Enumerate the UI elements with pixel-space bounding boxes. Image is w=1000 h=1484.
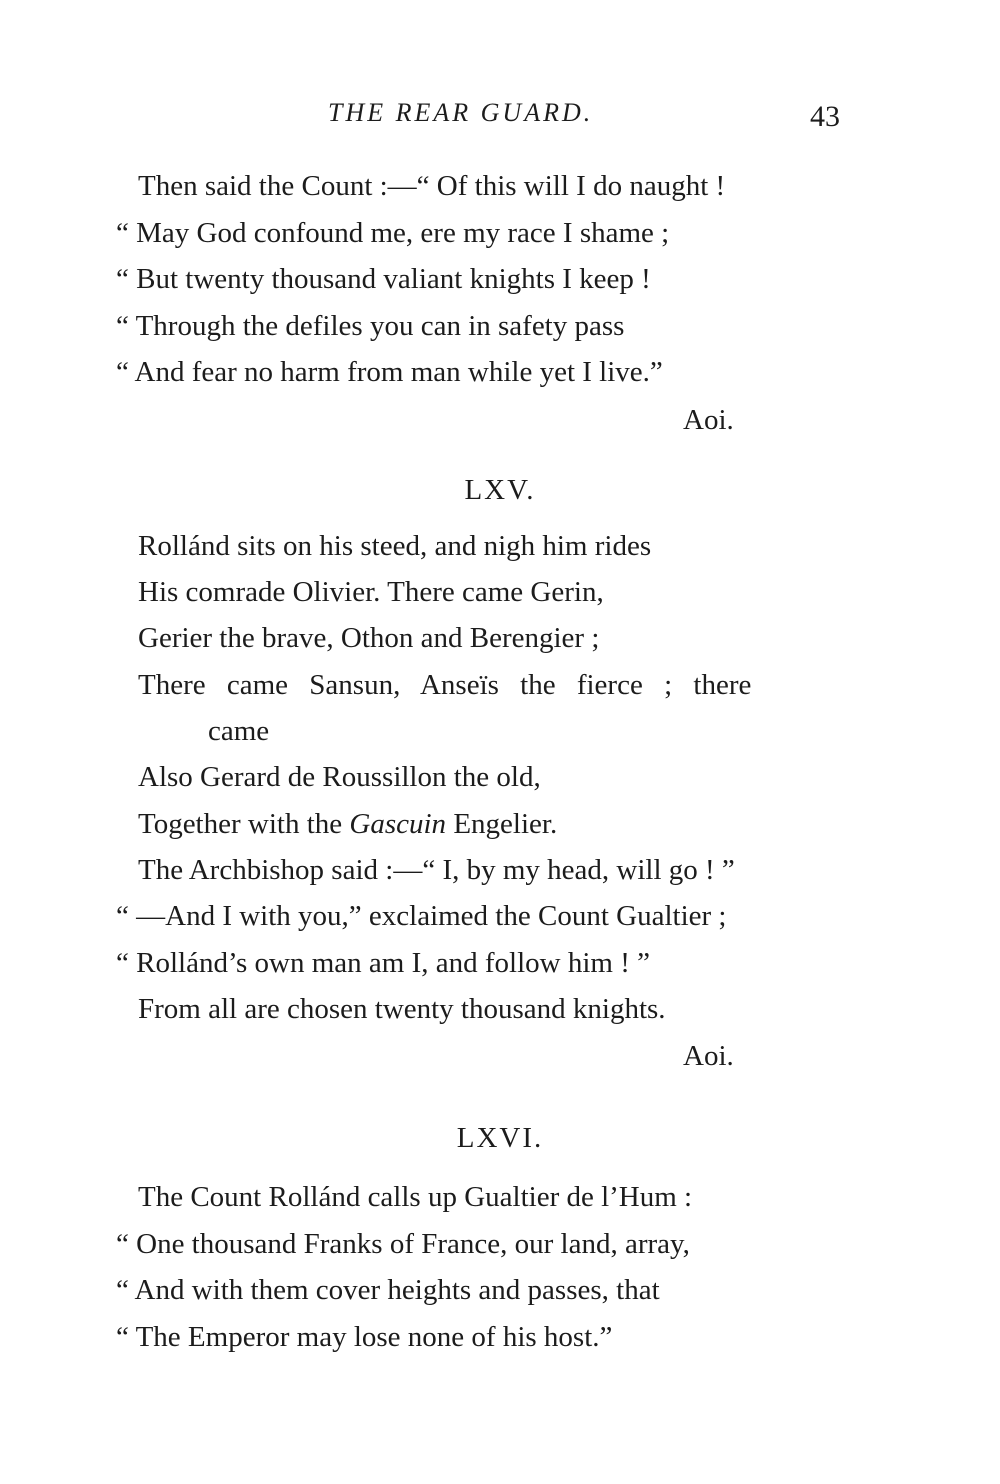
- verse-line: “ And with them cover heights and passes, that: [116, 1274, 660, 1306]
- verse-line: “ One thousand Franks of France, our land, array,: [116, 1228, 690, 1260]
- running-title: THE REAR GUARD.: [328, 98, 594, 127]
- verse-line: Rollánd sits on his steed, and nigh him rides: [138, 530, 652, 562]
- running-head: [0, 98, 1000, 138]
- verse-line: There came Sansun, Anseïs the fierce ; there: [138, 669, 752, 701]
- verse-line: “ And fear no harm from man while yet I live.”: [116, 356, 663, 388]
- verse-line: From all are chosen twenty thousand knights.: [138, 993, 666, 1025]
- verse-line: “ But twenty thousand valiant knights I keep !: [116, 263, 651, 295]
- verse-line: “ The Emperor may lose none of his host.”: [116, 1321, 613, 1353]
- verse-line: “ Through the defiles you can in safety pass: [116, 310, 625, 342]
- stanza-heading: LXVI.: [456, 1122, 544, 1154]
- verse-line: The Archbishop said :—“ I, by my head, will go ! ”: [138, 854, 735, 886]
- italic-place-name: Gascuin: [349, 808, 447, 840]
- verse-line: “ —And I with you,” exclaimed the Count Gualtier ;: [116, 900, 727, 932]
- verse-line: “ Rollánd’s own man am I, and follow him ! ”: [116, 947, 650, 979]
- verse-line: [138, 810, 557, 839]
- stanza-heading: LXV.: [464, 474, 536, 506]
- refrain-aoi: Aoi.: [683, 1040, 734, 1072]
- verse-line-continuation: came: [208, 715, 270, 747]
- verse-line: Then said the Count :—“ Of this will I do naught !: [138, 170, 726, 202]
- verse-line: The Count Rollánd calls up Gualtier de l’Hum :: [138, 1181, 693, 1213]
- verse-line: Also Gerard de Roussillon the old,: [138, 761, 541, 793]
- verse-text: Together with the: [138, 808, 350, 840]
- verse-line: “ May God confound me, ere my race I shame ;: [116, 217, 670, 249]
- page-number: 43: [810, 100, 840, 133]
- verse-line: Gerier the brave, Othon and Berengier ;: [138, 622, 600, 654]
- refrain-aoi: Aoi.: [683, 404, 734, 436]
- verse-text: Engelier.: [446, 808, 558, 840]
- verse-line: His comrade Olivier. There came Gerin,: [138, 576, 604, 608]
